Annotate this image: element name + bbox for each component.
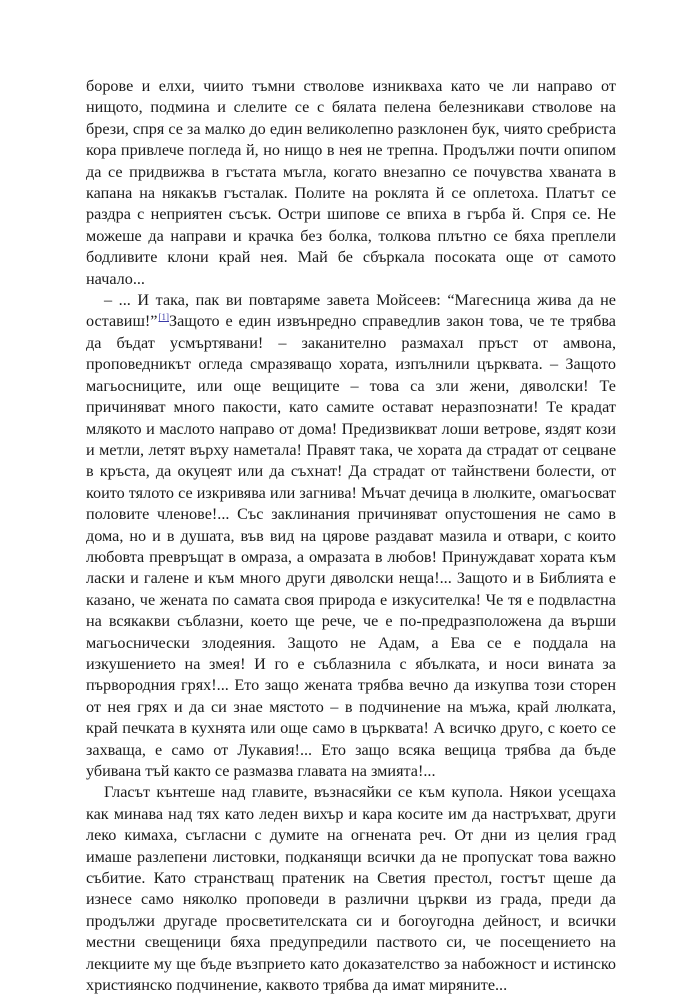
sermon-quote-opening: – ... И така, пак ви повтаряме завета Мойсеев: “Магесница жива да не оставиш!” xyxy=(86,291,616,331)
sermon-text: Защото е един извънредно справедлив закон това, че те трябва да бъдат усмъртявани! – заканително размахал пръст от амвона, проповедникът огледа смразяващо хората, изпълнили църквата. – Защото магьосниците, или още вещиците – това са зли жени, дяволски! Те причиняват много пакости, като самите остават неразпознати! Те крадат млякото и маслото направо от дома! Предизвикват лоши ветрове, яздят кози и метли, летят върху наметала! Правят така, че хората да страдат от сецване в кръста, да окуцеят или да съхнат! Да страдат от тайнствени болести, от които тялото се изкривява или загнива! Мъчат дечица в люлките, омагьосват половите членове!... Със заклинания причиняват опустошения не само в дома, но и в душата, във вид на цярове раздават мазила и отвари, с които любовта превръщат в омраза, а омразата в любов! Принуждават хората към ласки и галене и към много други дяволски неща!... Защото и в Библията е казано, че жената по самата своя природа е изкусителка! Че тя е подвластна на всякакви съблазни, което ще рече, че е по-предразположена да върши магьоснически злодеяния. Защото не Адам, а Ева се е поддала на изкушението на змея! И го е съблазнила с ябълката, и носи вината за първородния грях!... Ето защо жената трябва вечно да изкупва този сторен от нея грях и да си знае мястото – в подчинение на мъжа, край люлката, край печката в кухнята или още само в църквата! А всичко друго, с което се захваща, е само от Лукавия!... Ето защо всяка вещица трябва да бъде убивана тъй както се размазва главата на змията!... xyxy=(86,312,616,780)
document-page xyxy=(86,76,616,996)
paragraph-3: Гласът кънтеше над главите, възнасяйки се към купола. Някои усещаха как минава над тях като леден вихър и кара косите им да настръхват, други леко кимаха, съгласни с думите на огнената реч. От дни из целия град имаше разлепени листовки, подканящи всички да не пропускат това важно събитие. Като странстващ пратеник на Светия престол, гостът щеше да изнесе само няколко проповеди в различни църкви из града, преди да продължи другаде просветителската си и богоугодна дейност, и всички местни свещеници бяха предупредили паството си, че посещението на лекциите му ще бъде възприето като доказателство за набожност и истинско християнско подчинение, каквото трябва да имат миряните... xyxy=(86,783,616,995)
footnote-link[interactable]: [1] xyxy=(158,312,169,323)
paragraph-2 xyxy=(86,290,616,782)
paragraph-1: борове и елхи, чиито тъмни стволове изникваха като че ли направо от нищото, подмина и слелите се с бялата пелена белезникави стволове на брези, спря се за малко до един великолепно разклонен бук, чиято сребриста кора привлече погледа й, но нищо в нея не трепна. Продължи почти опипом да се придвижва в гъстата мъгла, когато внезапно се почувства хваната в капана на някакъв гъсталак. Полите на роклята й се оплетоха. Платът се раздра с неприятен съсък. Остри шипове се впиха в гърба й. Спря се. Не можеше да направи и крачка без болка, толкова плътно се бяха преплели бодливите клони край нея. Май бе сбъркала посоката още от самото начало... xyxy=(86,77,616,288)
